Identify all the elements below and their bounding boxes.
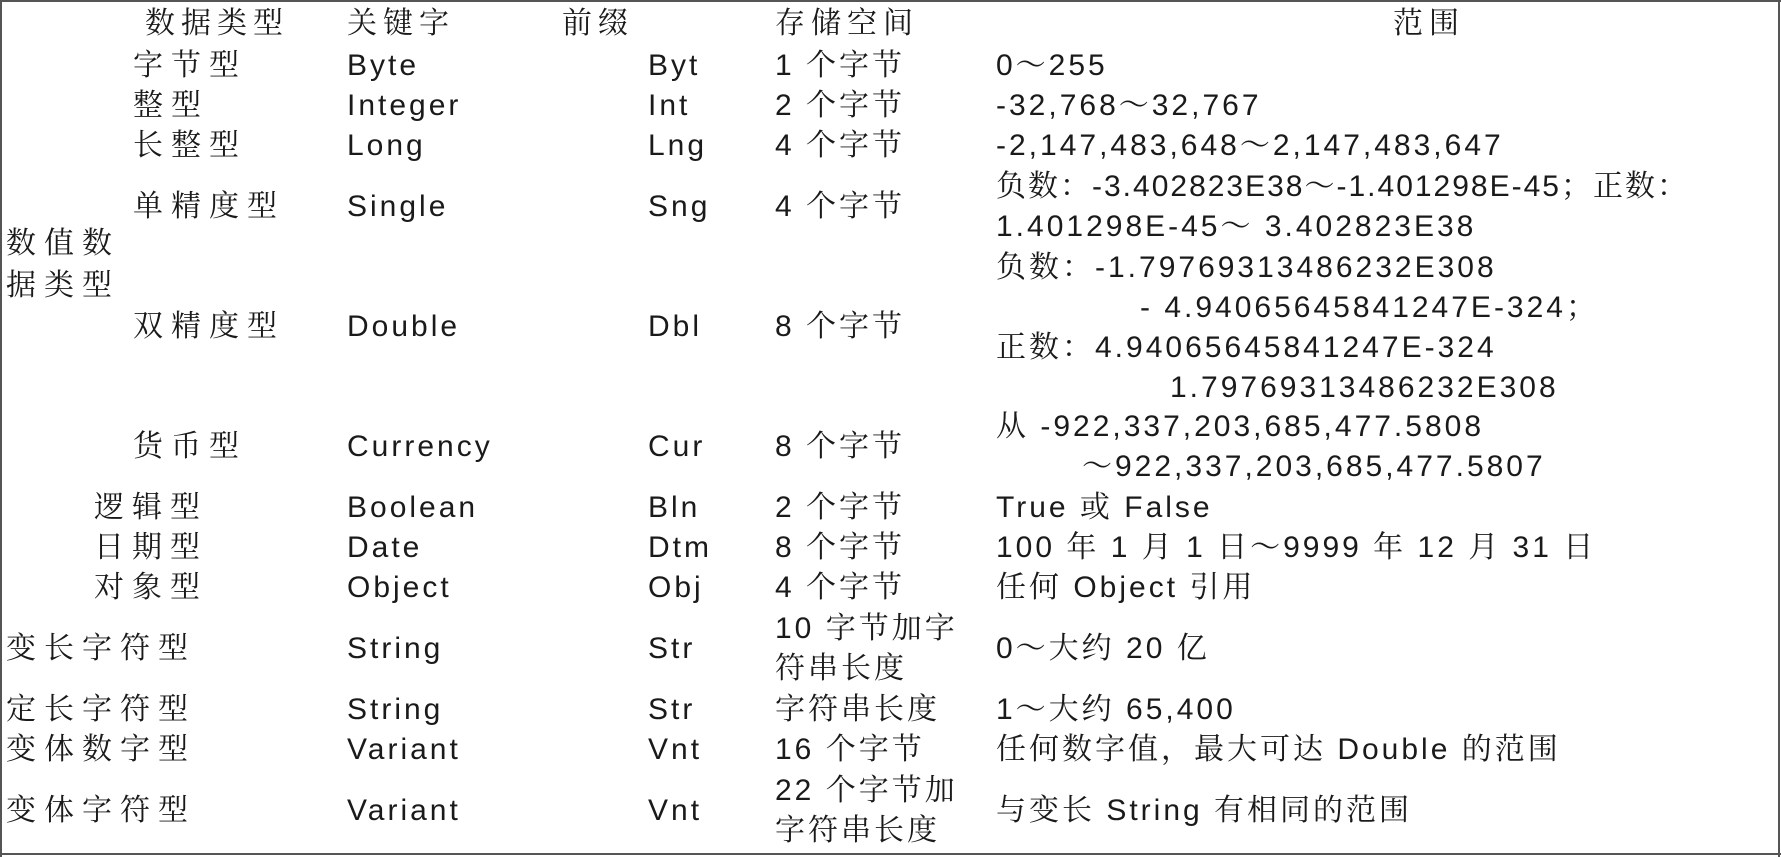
row-storage: 8 个字节 — [775, 310, 906, 343]
row-keyword: Byte — [347, 49, 420, 82]
row-range-line2: - 4.94065645841247E-324； — [1140, 291, 1599, 324]
row-range: 0～255 — [996, 49, 1108, 82]
row-storage-line1: 22 个字节加 — [775, 774, 958, 807]
row-type: 变体数字型 — [6, 733, 196, 766]
row-prefix: Bln — [648, 491, 701, 524]
row-storage: 1 个字节 — [775, 49, 906, 82]
row-range-line1: 负数：-3.402823E38～-1.401298E-45；正数： — [996, 170, 1689, 203]
row-range: 任何 Object 引用 — [996, 571, 1256, 604]
row-keyword: String — [347, 632, 444, 665]
row-type: 字节型 — [133, 49, 247, 82]
header-type: 数据类型 — [145, 7, 289, 40]
row-prefix: Vnt — [648, 794, 703, 827]
row-storage: 4 个字节 — [775, 190, 906, 223]
row-storage: 2 个字节 — [775, 491, 906, 524]
table-left-border — [0, 0, 2, 857]
row-prefix: Dtm — [648, 531, 712, 564]
row-type: 定长字符型 — [6, 693, 196, 726]
row-keyword: Double — [347, 310, 461, 343]
row-range-line2: 1.401298E-45～ 3.402823E38 — [996, 210, 1477, 243]
row-range: 任何数字值，最大可达 Double 的范围 — [996, 733, 1561, 766]
row-range-line1: 从 -922,337,203,685,477.5808 — [996, 410, 1485, 443]
row-prefix: Obj — [648, 571, 704, 604]
row-range: 1～大约 65,400 — [996, 693, 1236, 726]
header-prefix: 前缀 — [562, 7, 634, 40]
table-right-border — [1778, 0, 1780, 857]
row-storage: 4 个字节 — [775, 571, 906, 604]
row-type: 日期型 — [94, 531, 208, 564]
row-keyword: Currency — [347, 430, 493, 463]
row-prefix: Cur — [648, 430, 706, 463]
row-type: 变长字符型 — [6, 632, 196, 665]
row-range: True 或 False — [996, 491, 1213, 524]
row-storage: 8 个字节 — [775, 531, 906, 564]
row-prefix: Byt — [648, 49, 701, 82]
row-range: 与变长 String 有相同的范围 — [996, 794, 1413, 827]
row-keyword: Object — [347, 571, 452, 604]
group-label-line1: 数值数 — [6, 227, 120, 260]
row-range: -2,147,483,648～2,147,483,647 — [996, 129, 1504, 162]
row-range-line2: ～922,337,203,685,477.5807 — [1082, 450, 1546, 483]
row-storage-line2: 符串长度 — [775, 652, 907, 685]
row-storage-line1: 10 字节加字 — [775, 612, 958, 645]
row-storage-line2: 字符串长度 — [775, 814, 940, 847]
row-keyword: Integer — [347, 89, 462, 122]
row-type: 对象型 — [94, 571, 208, 604]
row-keyword: Boolean — [347, 491, 479, 524]
row-keyword: Long — [347, 129, 426, 162]
row-type: 逻辑型 — [94, 491, 208, 524]
group-label-line2: 据类型 — [6, 269, 120, 302]
row-range: 100 年 1 月 1 日～9999 年 12 月 31 日 — [996, 531, 1597, 564]
row-keyword: Single — [347, 190, 449, 223]
row-type: 单精度型 — [133, 190, 285, 223]
row-keyword: Variant — [347, 733, 461, 766]
row-keyword: Variant — [347, 794, 461, 827]
row-keyword: String — [347, 693, 444, 726]
row-type: 长整型 — [133, 129, 247, 162]
row-prefix: Sng — [648, 190, 711, 223]
row-storage: 字符串长度 — [775, 693, 940, 726]
table-top-border — [0, 0, 1781, 2]
row-prefix: Str — [648, 693, 696, 726]
row-range-line1: 负数：-1.79769313486232E308 — [996, 251, 1497, 284]
row-storage: 2 个字节 — [775, 89, 906, 122]
row-range-line4: 1.79769313486232E308 — [1170, 371, 1559, 404]
row-type: 整型 — [133, 89, 209, 122]
table-bottom-border — [0, 853, 1781, 855]
header-range: 范围 — [1393, 7, 1465, 40]
row-prefix: Vnt — [648, 733, 703, 766]
row-prefix: Dbl — [648, 310, 703, 343]
row-type: 变体字符型 — [6, 794, 196, 827]
row-range: -32,768～32,767 — [996, 89, 1262, 122]
row-type: 双精度型 — [133, 310, 285, 343]
header-keyword: 关键字 — [347, 7, 455, 40]
row-type: 货币型 — [133, 430, 247, 463]
row-keyword: Date — [347, 531, 423, 564]
row-prefix: Str — [648, 632, 696, 665]
row-storage: 4 个字节 — [775, 129, 906, 162]
row-range: 0～大约 20 亿 — [996, 632, 1210, 665]
row-range-line3: 正数：4.94065645841247E-324 — [996, 331, 1497, 364]
row-prefix: Int — [648, 89, 691, 122]
row-storage: 8 个字节 — [775, 430, 906, 463]
row-prefix: Lng — [648, 129, 708, 162]
row-storage: 16 个字节 — [775, 733, 925, 766]
header-storage: 存储空间 — [775, 7, 919, 40]
